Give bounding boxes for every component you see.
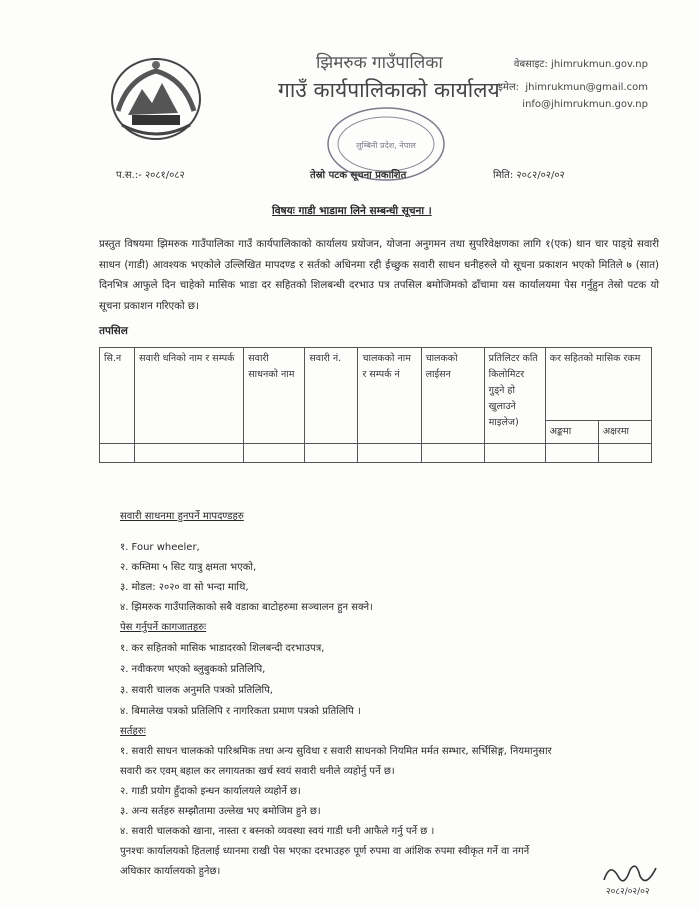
list-item: ४. सवारी चालकको खाना, नास्ता र बस्नको व्यवस्था स्वयं गाडी धनी आफैले गर्नु पर्ने छ । bbox=[120, 826, 435, 837]
notice-paragraph: प्रस्तुत विषयमा झिमरुक गाउँपालिका गाउँ कार्यपालिकाको कार्यालय प्रयोजन, योजना अनुगमन तथा सुपरिवेक्षणका लागि १(एक) थान चार पाङ्ग्रे सवारी साधन (गाडी) आवश्यक भएकोले उल्लिखित मापदण्ड र सर्तको अधिनमा रही ईच्छुक सवारी साधन धनीहरुले यो सूचना प्रकाशन भएको मितिले ७ (सात) दिनभित्र आफुले दिन चाहेको मासिक भाडा दर सहितको शिलबन्धी दरभाउ पत्र तपसिल बमोजिमको ढाँचामा यस कार्यालयमा पेस गर्नुहुन तेस्रो पटक यो सूचना प्रकाशन गरिएको छ। bbox=[99, 239, 659, 312]
municipality-name: झिमरुक गाउँपालिका bbox=[316, 53, 443, 73]
conditions-heading: सर्तहरुः bbox=[120, 726, 146, 737]
signature-date: २०८२/०२/०२ bbox=[606, 887, 650, 897]
email-value-2: info@jhimrukmun.gov.np bbox=[522, 99, 648, 110]
email-line bbox=[498, 79, 648, 93]
website-line bbox=[514, 56, 648, 70]
list-item: ४. बिमालेख पत्रको प्रतिलिपि र नागरिकता प्रमाण पत्रको प्रतिलिपि । bbox=[120, 706, 361, 717]
list-item: ३. अन्य सर्तहरु सम्झौतामा उल्लेख भए बमोजिम हुने छ। bbox=[120, 806, 321, 817]
col-monthly-rent: कर सहितको मासिक रकम bbox=[545, 348, 651, 421]
stamp-text: लुम्बिनी प्रदेश, नेपाल bbox=[356, 141, 416, 150]
col-sn: सि.न bbox=[100, 348, 135, 444]
list-item: ४. झिमरुक गाउँपालिकाको सबै वडाका बाटोहरुमा सञ्चालन हुन सक्ने। bbox=[120, 602, 373, 613]
list-item-continuation: सवारी कर एवम् बहाल कर लगायतका खर्च स्वयं सवारी धनीले व्यहोर्नु पर्ने छ। bbox=[120, 766, 395, 777]
office-name: गाउँ कार्यपालिकाको कार्यालय bbox=[278, 78, 500, 102]
documents-heading: पेस गर्नुपर्ने कागजातहरुः bbox=[120, 622, 207, 633]
col-rent-words: अक्षरमा bbox=[598, 421, 651, 444]
closing-note: पुनश्चः कार्यालयको हितलाई ध्यानमा राखी पेस भएका दरभाउहरु पूर्ण रुपमा वा आंशिक रुपमा स्वीकृत गर्ने वा नगर्ने bbox=[120, 846, 530, 857]
handwritten-signature bbox=[600, 858, 662, 898]
col-vehicle-no: सवारी नं. bbox=[305, 348, 358, 444]
email-value-1: jhimrukmun@gmail.com bbox=[525, 82, 648, 93]
nepal-emblem-icon bbox=[108, 55, 204, 143]
col-license: चालकको लाईसन bbox=[421, 348, 484, 444]
list-item: २. गाडी प्रयोग हुँदाको इन्धन कार्यालयले व्यहोर्ने छ। bbox=[120, 786, 301, 797]
notice-subject: विषयः गाडी भाडामा लिने सम्बन्धी सूचना । bbox=[272, 205, 432, 217]
col-mileage: प्रतिलिटर कति किलोमिटर गुड्ने हो खुलाउने माइलेज) bbox=[484, 348, 545, 444]
list-item: १. कर सहितको मासिक भाडादरको शिलबन्दी दरभाउपत्र, bbox=[120, 643, 325, 654]
tapsil-heading: तपसिल bbox=[99, 325, 128, 337]
list-item: ३. सवारी चालक अनुमति पत्रको प्रतिलिपि, bbox=[120, 685, 273, 696]
list-item: २. नवीकरण भएको ब्लुबुकको प्रतिलिपि, bbox=[120, 664, 266, 675]
closing-note-continuation: अधिकार कार्यालयको हुनेछ। bbox=[120, 866, 221, 877]
email-label: इमेल: bbox=[497, 82, 520, 93]
notice-type: तेस्रो पटक सूचना प्रकाशित bbox=[310, 170, 407, 181]
website-value: jhimrukmun.gov.np bbox=[551, 59, 648, 70]
table-row bbox=[100, 444, 652, 463]
submission-format-table bbox=[99, 347, 652, 463]
criteria-heading: सवारी साधनमा हुनपर्ने मापदण्डहरु bbox=[120, 511, 244, 522]
notice-date: मिति: २०८२/०२/०२ bbox=[493, 170, 565, 181]
col-vehicle: सवारी साधनको नाम bbox=[244, 348, 305, 444]
list-item: ३. मोडल: २०२० वा सो भन्दा माथि, bbox=[120, 582, 249, 593]
col-owner: सवारी धनिको नाम र सम्पर्क bbox=[135, 348, 244, 444]
col-rent-figures: अङ्कमा bbox=[545, 421, 598, 444]
list-item: २. कम्तिमा ५ सिट यात्रु क्षमता भएको, bbox=[120, 562, 257, 573]
list-item: १. Four wheeler, bbox=[120, 542, 200, 553]
list-item: १. सवारी साधन चालकको पारिश्रमिक तथा अन्य सुविधा र सवारी साधनको नियमित मर्मत सम्भार, सर्भिसिङ्ग, नियमानुसार bbox=[120, 746, 552, 757]
reference-number: प.स.:- २०८१/०८२ bbox=[116, 170, 185, 181]
website-label: वेबसाइट: bbox=[513, 59, 548, 70]
col-driver: चालकको नाम र सम्पर्क नं bbox=[358, 348, 421, 444]
